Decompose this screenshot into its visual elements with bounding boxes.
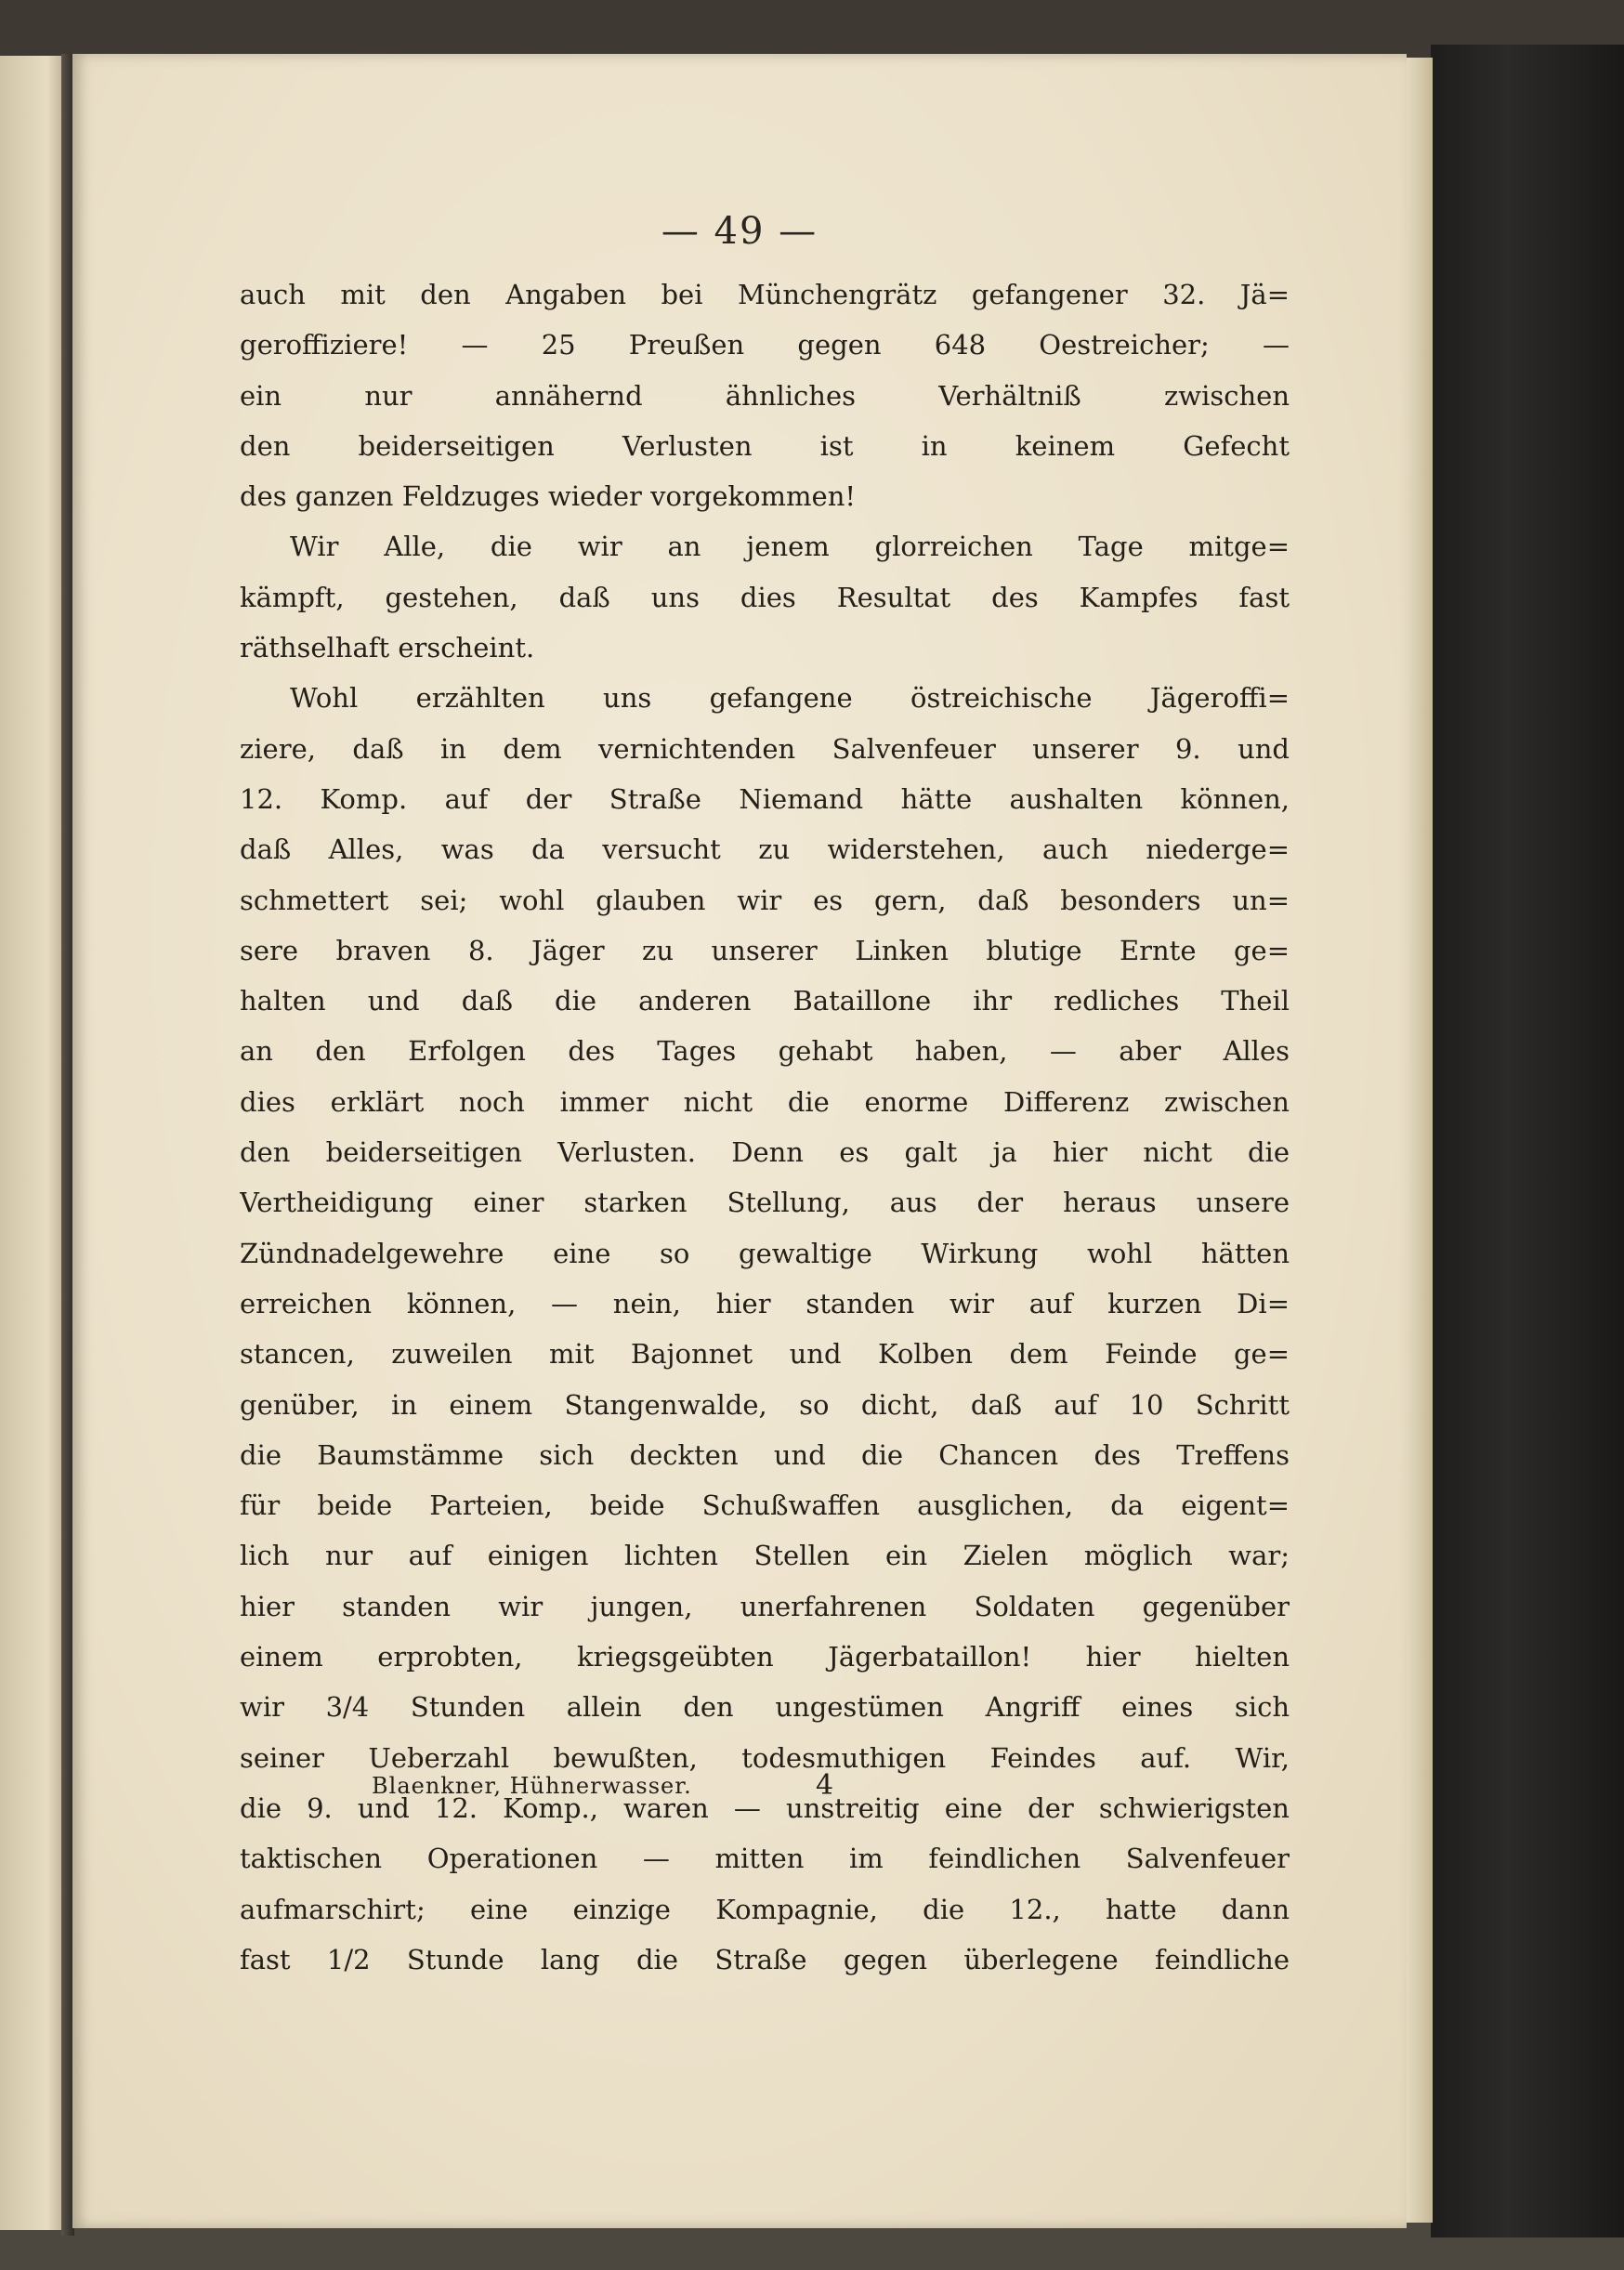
text-line: einem erprobten, kriegsgeübten Jägerbataillon! hier hielten	[240, 1641, 1290, 1673]
text-line: 12. Komp. auf der Straße Niemand hätte aushalten können,	[240, 782, 1290, 815]
text-line: räthselhaft erscheint.	[240, 632, 535, 664]
text-line: Wohl erzählten uns gefangene östreichische Jägeroffi=	[290, 682, 1290, 715]
text-line: taktischen Operationen — mitten im feindlichen Salvenfeuer	[240, 1843, 1290, 1875]
text-line: stancen, zuweilen mit Bajonnet und Kolben dem Feinde ge=	[240, 1338, 1290, 1371]
signature-mark: 4	[816, 1769, 834, 1802]
text-line: erreichen können, — nein, hier standen wir auf kurzen Di=	[240, 1287, 1290, 1319]
text-line: genüber, in einem Stangenwalde, so dicht, daß auf 10 Schritt	[240, 1388, 1290, 1421]
text-line: Vertheidigung einer starken Stellung, aus der heraus unsere	[240, 1187, 1290, 1219]
text-line: wir 3/4 Stunden allein den ungestümen Angriff eines sich	[240, 1691, 1290, 1724]
text-line: ein nur annähernd ähnliches Verhältniß zwischen	[240, 379, 1290, 412]
text-line: daß Alles, was da versucht zu widerstehen, auch niederge=	[240, 833, 1290, 866]
text-line: sere braven 8. Jäger zu unserer Linken blutige Ernte ge=	[240, 934, 1290, 966]
text-line: die Baumstämme sich deckten und die Chancen des Treffens	[240, 1438, 1290, 1471]
text-line: Zündnadelgewehre eine so gewaltige Wirkung wohl hätten	[240, 1237, 1290, 1269]
text-line: seiner Ueberzahl bewußten, todesmuthigen Feindes auf. Wir,	[240, 1741, 1290, 1774]
text-line: die 9. und 12. Komp., waren — unstreitig eine der schwierigsten	[240, 1791, 1290, 1824]
body-text	[240, 269, 1290, 1985]
text-line: auch mit den Angaben bei Münchengrätz gefangener 32. Jä=	[240, 279, 1290, 310]
text-line: den beiderseitigen Verlusten. Denn es galt ja hier nicht die	[240, 1136, 1290, 1169]
book-page	[72, 54, 1407, 2228]
text-line: für beide Parteien, beide Schußwaffen ausglichen, da eigent=	[240, 1489, 1290, 1522]
text-line: halten und daß die anderen Bataillone ihr redliches Theil	[240, 985, 1290, 1017]
text-line: Wir Alle, die wir an jenem glorreichen Tage mitge=	[290, 531, 1290, 563]
text-line: aufmarschirt; eine einzige Kompagnie, die 12., hatte dann	[240, 1893, 1290, 1925]
text-line: fast 1/2 Stunde lang die Straße gegen überlegene feindliche	[240, 1943, 1290, 1975]
book-cover-edge	[1431, 45, 1624, 2237]
page-footer	[240, 1769, 1290, 1816]
text-line: hier standen wir jungen, unerfahrenen Soldaten gegenüber	[240, 1590, 1290, 1622]
text-line: den beiderseitigen Verlusten ist in keinem Gefecht	[240, 429, 1290, 462]
text-line: dies erklärt noch immer nicht die enorme Differenz zwischen	[240, 1085, 1290, 1118]
text-line: ziere, daß in dem vernichtenden Salvenfeuer unserer 9. und	[240, 732, 1290, 765]
text-line: des ganzen Feldzuges wieder vorgekommen!	[240, 480, 857, 513]
left-page-edge	[0, 56, 67, 2230]
text-line: geroffiziere! — 25 Preußen gegen 648 Oestreicher; —	[240, 329, 1290, 361]
text-line: an den Erfolgen des Tages gehabt haben, — aber Alles	[240, 1035, 1290, 1068]
page-number: — 49 —	[661, 210, 819, 253]
text-line: lich nur auf einigen lichten Stellen ein Zielen möglich war;	[240, 1540, 1290, 1572]
text-line: schmettert sei; wohl glauben wir es gern, daß besonders un=	[240, 884, 1290, 916]
footer-author: Blaenkner, Hühnerwasser.	[372, 1773, 692, 1799]
text-line: kämpft, gestehen, daß uns dies Resultat des Kampfes fast	[240, 581, 1290, 613]
